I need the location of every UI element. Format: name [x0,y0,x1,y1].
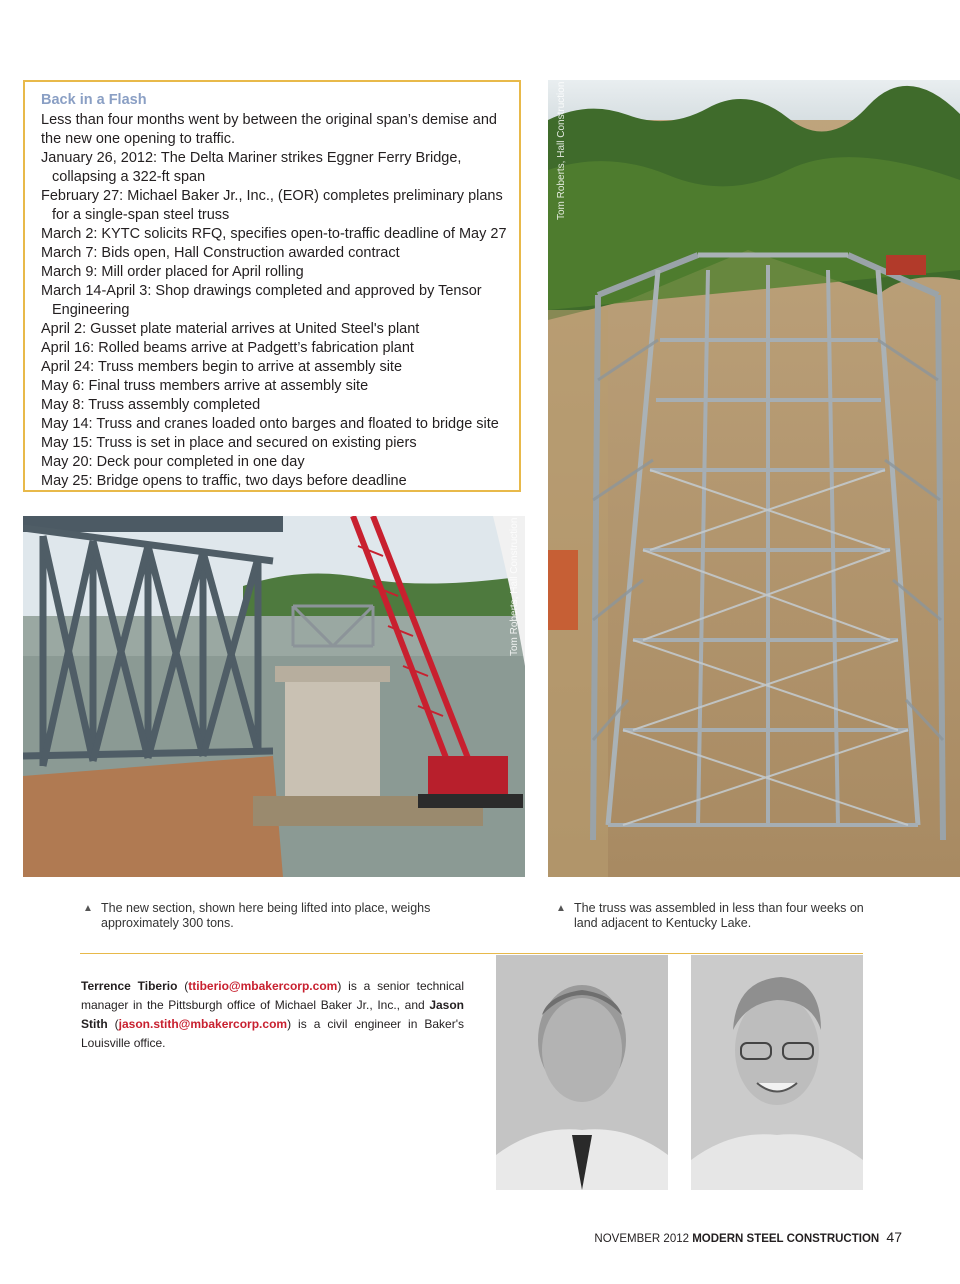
bio-text-1: is a senior technical manager in the Pittsburgh office of Michael Baker Jr., Inc., and [81,979,464,1012]
timeline-item: March 7: Bids open, Hall Construction awarded contract [41,245,400,261]
timeline-item: January 26, 2012: The Delta Mariner strikes Eggner Ferry Bridge, collapsing a 322-ft span [41,150,462,185]
timeline-item: April 16: Rolled beams arrive at Padgett’s fabrication plant [41,340,414,356]
timeline-item: April 24: Truss members begin to arrive at assembly site [41,359,403,375]
portrait-1-illustration [496,955,668,1190]
footer-magazine: MODERN STEEL CONSTRUCTION [692,1233,880,1245]
caption-left [83,901,483,931]
truss-assembly-photo [548,80,960,877]
caption-left-text: The new section, shown here being lifted into place, weighs approximately 300 tons. [101,901,431,930]
timeline-item: May 6: Final truss members arrive at assembly site [41,378,369,394]
timeline-item: May 20: Deck pour completed in one day [41,454,305,470]
sidebar-title: Back in a Flash [41,92,147,108]
author-email-link-2[interactable]: jason.stith@mbakercorp.com [118,1017,288,1031]
bridge-lift-illustration [23,516,525,877]
timeline-sidebar [23,80,521,492]
footer-date: NOVEMBER 2012 [594,1233,690,1245]
timeline-item: March 9: Mill order placed for April rolling [41,264,304,280]
caption-arrow-icon: ▲ [556,903,566,914]
timeline-list [41,149,511,491]
author-portrait-2 [691,955,863,1190]
truss-assembly-illustration [548,80,960,877]
author-name-2: Jason Stith [81,998,464,1031]
timeline-item: May 25: Bridge opens to traffic, two days before deadline [41,473,407,489]
portrait-2-illustration [691,955,863,1190]
author-name-1: Terrence Tiberio [81,979,178,993]
author-bio: Terrence Tiberio (ttiberio@mbakercorp.com) is a senior technical manager in the Pittsburgh office of Michael Baker Jr., Inc., and Jason Stith (jason.stith@mbakercorp.com) is a civil engineer in Baker's Louisville office. [81,979,464,1050]
section-divider [80,953,863,954]
timeline-item: March 2: KYTC solicits RFQ, specifies open-to-traffic deadline of May 27 [41,226,507,242]
author-portrait-1 [496,955,668,1190]
caption-right-text: The truss was assembled in less than four weeks on land adjacent to Kentucky Lake. [574,901,864,930]
timeline-item: May 15: Truss is set in place and secured on existing piers [41,435,417,451]
photo-credit-left: Tom Roberts, Hall Construction [509,517,520,656]
timeline-item: February 27: Michael Baker Jr., Inc., (EOR) completes preliminary plans for a single-span steel truss [41,188,503,223]
caption-arrow-icon: ▲ [83,903,93,914]
photo-credit-right: Tom Roberts, Hall Construction [556,81,567,220]
timeline-item: May 14: Truss and cranes loaded onto barges and floated to bridge site [41,416,499,432]
page-number: 47 [886,1229,902,1245]
sidebar-intro: Less than four months went by between the original span’s demise and the new one opening to traffic. [41,112,497,147]
author-email-link-1[interactable]: ttiberio@mbakercorp.com [188,979,338,993]
timeline-item: April 2: Gusset plate material arrives at United Steel's plant [41,321,420,337]
timeline-item: May 8: Truss assembly completed [41,397,261,413]
timeline-item: March 14-April 3: Shop drawings completed and approved by Tensor Engineering [41,283,482,318]
bridge-lift-photo [23,516,525,877]
caption-right [556,901,876,931]
bio-text-2: is a civil engineer in Baker's Louisville office. [81,1017,464,1050]
page-footer [594,1229,902,1245]
